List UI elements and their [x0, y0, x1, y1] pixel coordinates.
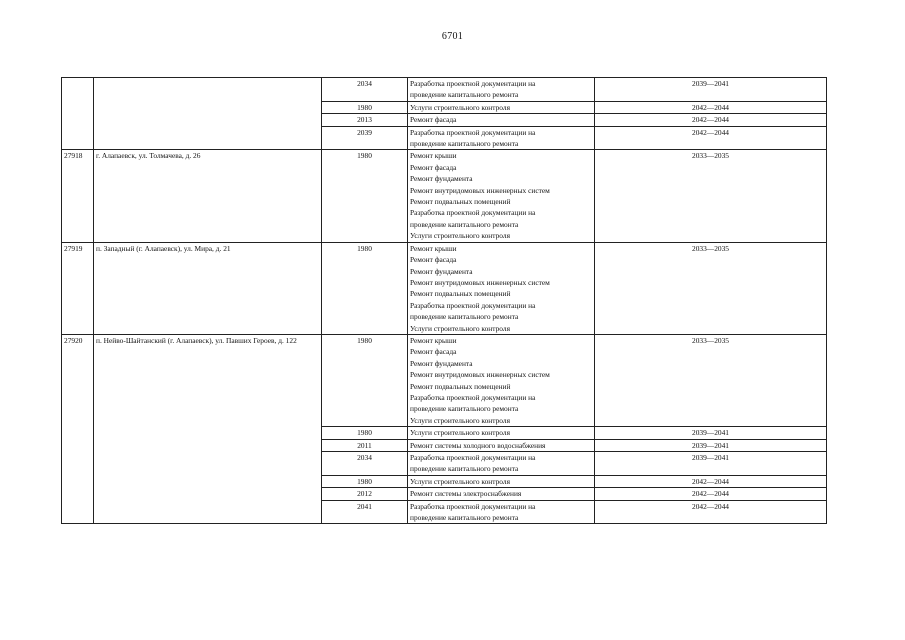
work-line: Ремонт подвальных помещений [410, 197, 511, 207]
work-line: Услуги строительного контроля [410, 323, 510, 333]
work-line: проведение капитального ремонта [410, 219, 519, 229]
work-line: Ремонт фасада [410, 255, 457, 265]
year-cell: 2034 [322, 452, 408, 476]
work-cell [408, 488, 595, 500]
year-cell: 1980 [322, 427, 408, 439]
work-cell [408, 78, 595, 102]
work-line: проведение капитального ремонта [410, 464, 519, 474]
year-cell: 1980 [322, 101, 408, 113]
work-line: Услуги строительного контроля [410, 102, 510, 112]
work-line: Ремонт крыши [410, 151, 457, 161]
period-cell: 2042—2044 [595, 126, 827, 150]
work-line: Услуги строительного контроля [410, 476, 510, 486]
work-line: Ремонт фасада [410, 347, 457, 357]
work-cell [408, 126, 595, 150]
year-cell: 2039 [322, 126, 408, 150]
period-cell: 2042—2044 [595, 101, 827, 113]
work-line: Ремонт фундамента [410, 174, 473, 184]
year-cell: 2011 [322, 439, 408, 451]
row-number-cell [62, 78, 94, 150]
period-cell: 2039—2041 [595, 78, 827, 102]
work-line: Ремонт системы электроснабжения [410, 489, 522, 499]
work-cell [408, 242, 595, 334]
period-cell: 2039—2041 [595, 452, 827, 476]
work-line: Разработка проектной документации на [410, 208, 536, 218]
work-line: Ремонт фасада [410, 115, 457, 125]
work-line: Услуги строительного контроля [410, 415, 510, 425]
work-cell [408, 452, 595, 476]
period-cell: 2033—2035 [595, 150, 827, 242]
work-line: Ремонт системы холодного водоснабжения [410, 440, 546, 450]
year-cell: 1980 [322, 242, 408, 334]
work-line: Разработка проектной документации на [410, 300, 536, 310]
work-line: Разработка проектной документации на [410, 453, 536, 462]
work-cell [408, 101, 595, 113]
work-line: проведение капитального ремонта [410, 404, 519, 414]
year-cell: 2041 [322, 500, 408, 524]
work-line: Услуги строительного контроля [410, 231, 510, 241]
work-cell [408, 334, 595, 426]
row-number-cell: 27919 [62, 242, 94, 334]
work-line: Ремонт подвальных помещений [410, 381, 511, 391]
year-cell: 2013 [322, 114, 408, 126]
work-cell [408, 475, 595, 487]
work-line: Ремонт фундамента [410, 358, 473, 368]
repair-schedule-table [61, 77, 827, 524]
work-line: Ремонт внутридомовых инженерных систем [410, 185, 550, 195]
work-line: проведение капитального ремонта [410, 312, 519, 322]
period-cell: 2033—2035 [595, 242, 827, 334]
work-line: Ремонт внутридомовых инженерных систем [410, 370, 550, 380]
work-line: Разработка проектной документации на [410, 127, 536, 137]
row-number-cell: 27918 [62, 150, 94, 242]
work-line: Ремонт крыши [410, 243, 457, 253]
period-cell: 2042—2044 [595, 488, 827, 500]
work-cell [408, 114, 595, 126]
work-line: Ремонт подвальных помещений [410, 289, 511, 299]
address-cell: п. Нейво-Шайтанский (г. Алапаевск), ул. Павших Героев, д. 122 [94, 334, 322, 524]
address-cell: г. Алапаевск, ул. Толмачева, д. 26 [94, 150, 322, 242]
period-cell: 2039—2041 [595, 439, 827, 451]
work-line: Услуги строительного контроля [410, 428, 510, 438]
table-row [62, 242, 827, 334]
row-number-cell: 27920 [62, 334, 94, 524]
work-cell [408, 150, 595, 242]
period-cell: 2042—2044 [595, 475, 827, 487]
work-cell [408, 427, 595, 439]
year-cell: 2034 [322, 78, 408, 102]
table-row [62, 150, 827, 242]
address-cell [94, 78, 322, 150]
period-cell: 2039—2041 [595, 427, 827, 439]
year-cell: 1980 [322, 150, 408, 242]
year-cell: 1980 [322, 475, 408, 487]
period-cell: 2033—2035 [595, 334, 827, 426]
work-line: Ремонт крыши [410, 335, 457, 345]
period-cell: 2042—2044 [595, 114, 827, 126]
page-number: 6701 [441, 31, 464, 42]
work-line: проведение капитального ремонта [410, 513, 519, 523]
work-line: проведение капитального ремонта [410, 90, 519, 100]
period-cell: 2042—2044 [595, 500, 827, 524]
table-row [62, 334, 827, 426]
work-line: Ремонт фундамента [410, 266, 473, 276]
work-cell [408, 500, 595, 524]
work-cell [408, 439, 595, 451]
work-line: Ремонт фасада [410, 162, 457, 172]
year-cell: 1980 [322, 334, 408, 426]
work-line: проведение капитального ремонта [410, 139, 519, 149]
year-cell: 2012 [322, 488, 408, 500]
address-cell: п. Западный (г. Алапаевск), ул. Мира, д. 21 [94, 242, 322, 334]
work-line: Разработка проектной документации на [410, 501, 536, 511]
work-line: Разработка проектной документации на [410, 392, 536, 402]
work-line: Ремонт внутридомовых инженерных систем [410, 277, 550, 287]
work-line: Разработка проектной документации на [410, 79, 536, 88]
table-row [62, 78, 827, 102]
